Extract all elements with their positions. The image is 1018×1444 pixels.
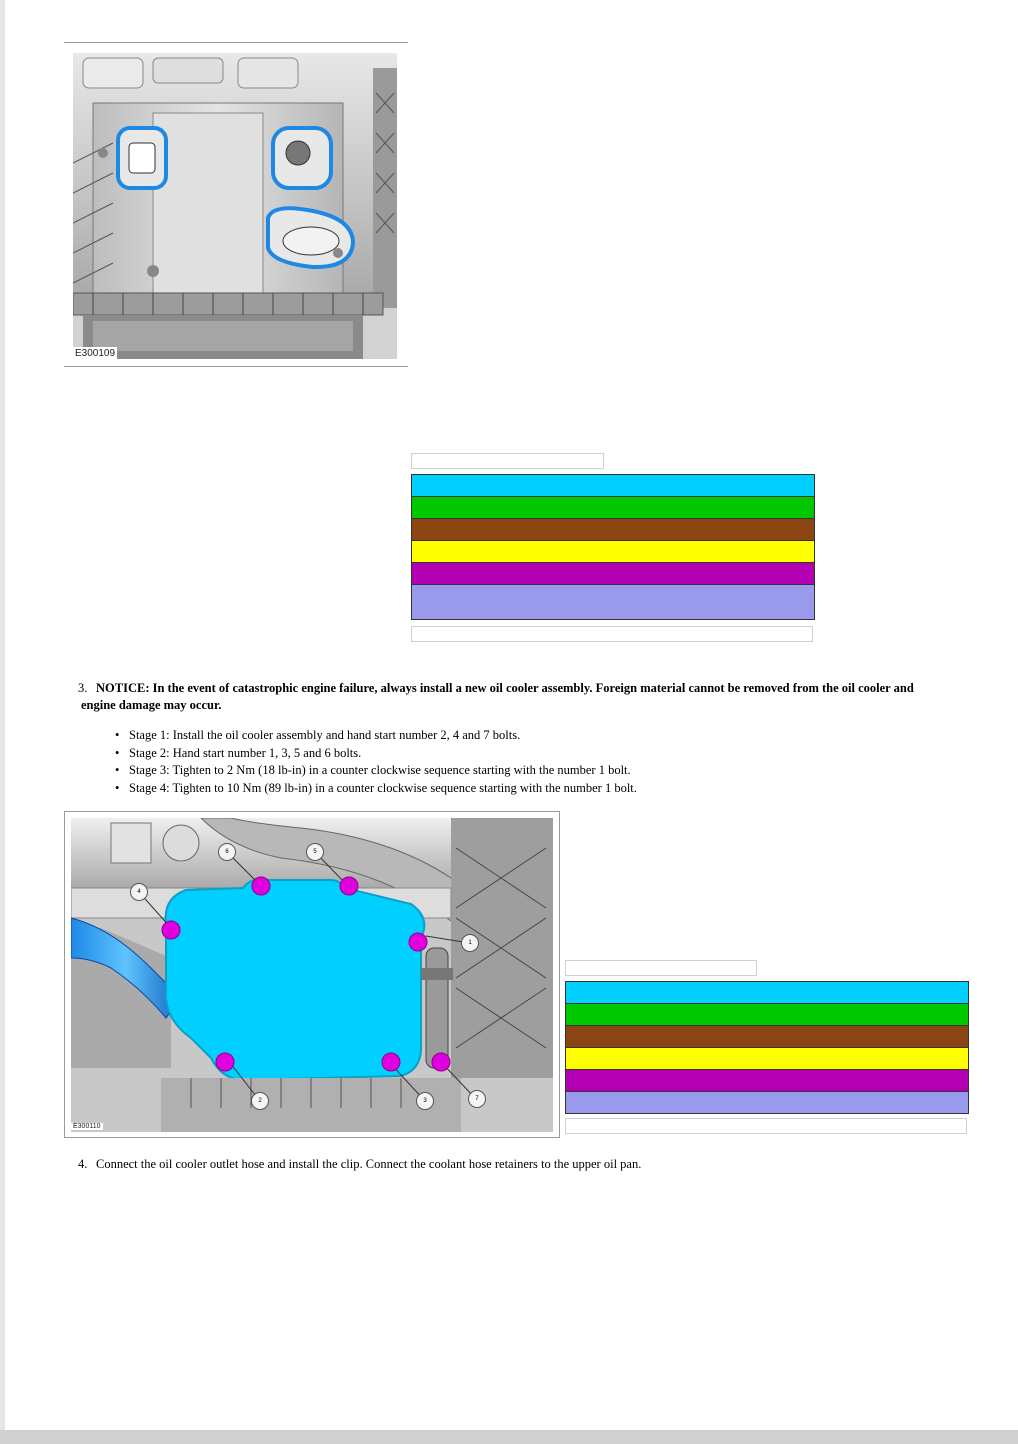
legend2-row-brown	[565, 1025, 969, 1048]
callout-2: 2	[251, 1092, 269, 1110]
callout-6: 6	[218, 843, 236, 861]
step4-number: 4.	[78, 1157, 88, 1171]
step3-notice-continued	[81, 697, 222, 714]
oil-cooler-drawing	[71, 818, 553, 1132]
step3-number: 3.	[78, 681, 88, 695]
list-item: • Stage 4: Tighten to 10 Nm (89 lb-in) in a counter clockwise sequence starting with the number 1 bolt.	[115, 780, 637, 798]
legend1-row-brown	[411, 518, 815, 541]
callout-4: 4	[130, 883, 148, 901]
figure2-label: E300110	[73, 1123, 101, 1130]
figure2-oil-cooler-illustration	[71, 818, 553, 1132]
callout-7: 7	[468, 1090, 486, 1108]
figure1-label: E300109	[75, 348, 116, 359]
step3-notice	[96, 680, 996, 697]
figure1-engine-gasket-illustration	[73, 53, 397, 359]
list-item: • Stage 3: Tighten to 2 Nm (18 lb-in) in a counter clockwise sequence starting with the number 1 bolt.	[115, 762, 637, 780]
legend1	[411, 453, 815, 642]
list-item: • Stage 1: Install the oil cooler assembly and hand start number 2, 4 and 7 bolts.	[115, 727, 637, 745]
legend1-row-green	[411, 496, 815, 519]
legend2-header-blank	[565, 960, 757, 976]
legend2-row-yellow	[565, 1047, 969, 1070]
viewer-bottom-edge	[0, 1430, 1018, 1444]
figure1-top-rule	[64, 42, 408, 43]
engine-block-drawing	[73, 53, 397, 359]
legend1-footer-blank	[411, 626, 813, 642]
legend2-row-magenta	[565, 1069, 969, 1092]
figure1-bottom-rule	[64, 366, 408, 367]
legend1-row-lavender	[411, 584, 815, 620]
callout-5: 5	[306, 843, 324, 861]
legend2-row-cyan	[565, 981, 969, 1004]
callout-3: 3	[416, 1092, 434, 1110]
legend2-footer-blank	[565, 1118, 967, 1134]
step3-notice-cont-text: engine damage may occur.	[81, 698, 222, 712]
legend2	[565, 960, 969, 1134]
step3-stage-list	[115, 727, 637, 797]
list-item: • Stage 2: Hand start number 1, 3, 5 and 6 bolts.	[115, 745, 637, 763]
legend2-row-lavender	[565, 1091, 969, 1114]
callout-1: 1	[461, 934, 479, 952]
step4-text: Connect the oil cooler outlet hose and install the clip. Connect the coolant hose retainers to the upper oil pan.	[96, 1157, 642, 1171]
legend1-row-yellow	[411, 540, 815, 563]
step3-notice-text: NOTICE: In the event of catastrophic engine failure, always install a new oil cooler assembly. Foreign material cannot be removed from the oil cooler and	[96, 681, 914, 695]
legend1-header-blank	[411, 453, 604, 469]
legend1-row-cyan	[411, 474, 815, 497]
legend2-row-green	[565, 1003, 969, 1026]
legend1-row-magenta	[411, 562, 815, 585]
